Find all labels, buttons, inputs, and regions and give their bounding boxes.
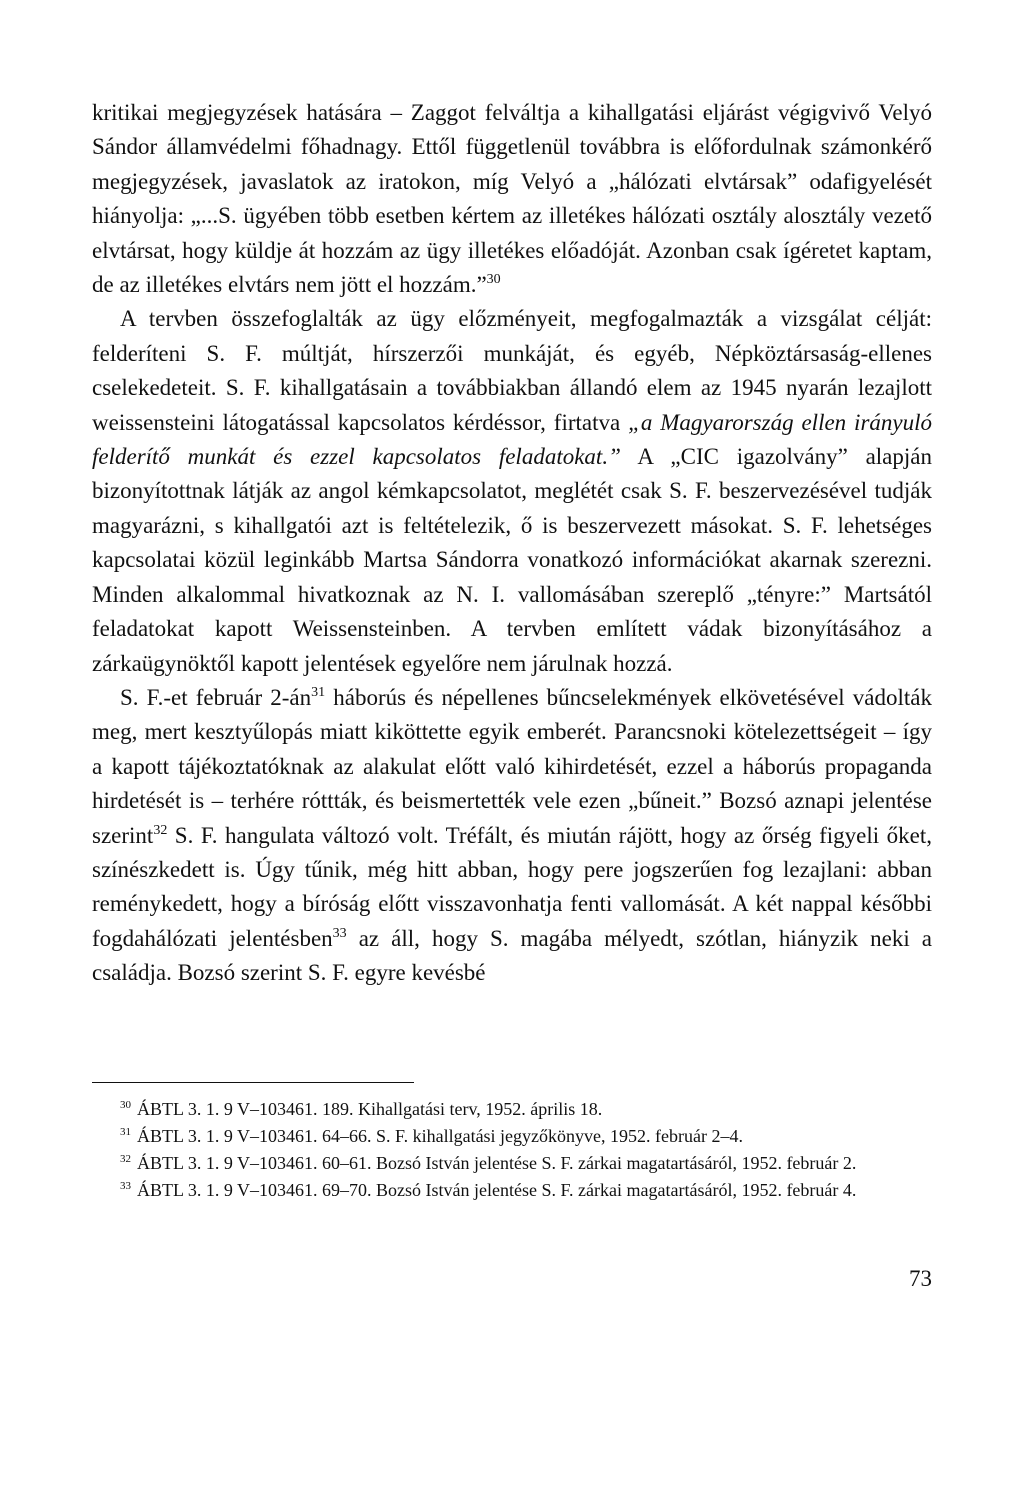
paragraph — [92, 96, 932, 302]
text-run: S. F.-et február 2-án — [120, 684, 312, 710]
text-run: kritikai megjegyzések hatására – Zaggot felváltja a kihallgatási eljárást végigvivő Velyó Sándor államvédelmi főhadnagy. Ettől függetlenül továbbra is előfordulnak számonkérő megjegyzések, javaslatok az iratokon, míg Velyó a „hálózati elvtársak” odafigyelését hiányolja: „...S. ügyében több esetben kértem az illetékes hálózati osztály alosztály vezető elvtársat, hogy küldje át hozzám az ügy illetékes előadóját. Azonban csak ígéretet kaptam, de az illetékes elvtárs nem jött el hozzám.” — [92, 100, 932, 298]
footnote-number: 33 — [120, 1180, 131, 1192]
text-run: S. F. hangulata változó volt. Tréfált, és miután rájött, hogy az őrség figyeli őket, színészkedett is. Úgy tűnik, még hitt abban, hogy pere jogszerűen fog lezajlani: abban reménykedett, hogy a bíróság előtt visszavonhatja fenti vallomását. A két nappal későbbi fogdahálózati jelentésben — [92, 822, 932, 951]
text-run: A tervben összefoglalták az ügy előzményeit, megfogalmazták a vizsgálat célját: felderíteni S. F. múltját, hírszerzői munkáját, és egyéb, Népköztársaság-ellenes cselekedeteit. S. F. kihallgatásain a továbbiakban állandó elem az 1945 nyarán lezajlott weissensteini látogatással kapcsolatos kérdéssor, firtatva — [92, 306, 932, 435]
footnote-number: 32 — [120, 1153, 131, 1165]
footnote-number: 31 — [120, 1126, 131, 1138]
footnote-text: ÁBTL 3. 1. 9 V–103461. 64–66. S. F. kihallgatási jegyzőkönyve, 1952. február 2–4. — [137, 1126, 743, 1146]
paragraph — [92, 302, 932, 680]
footnote — [92, 1096, 932, 1123]
italic-quote: „a Magyarország ellen irányuló felderítő munkát és ezzel kapcsolatos feladatokat.” — [92, 409, 932, 470]
text-run: háborús és népellenes bűncselekmények elkövetésével vádolták meg, mert kesztyűlopás miatt kiköttette egyik emberét. Parancsnoki kötelezettségeit – így a kapott tájékoztatóknak az alakulat előtt való kihirdetését, ezzel a háborús propaganda hirdetését is – terhére róttták, és beismertették vele ezen „bűneit.” Bozsó aznapi jelentése szerint — [92, 684, 932, 848]
body-text — [92, 96, 932, 991]
footnote-reference: 30 — [486, 272, 501, 288]
footnote-separator — [92, 1082, 414, 1083]
footnote — [92, 1123, 932, 1150]
text-run: az áll, hogy S. magába mélyedt, szótlan, hiányzik neki a családja. Bozsó szerint S. F. egyre kevésbé — [92, 925, 933, 986]
footnote-reference: 32 — [153, 822, 168, 838]
footnote-text: ÁBTL 3. 1. 9 V–103461. 69–70. Bozsó István jelentése S. F. zárkai magatartásáról, 1952. február 4. — [137, 1180, 857, 1200]
footnote-text: ÁBTL 3. 1. 9 V–103461. 60–61. Bozsó István jelentése S. F. zárkai magatartásáról, 1952. február 2. — [137, 1153, 857, 1173]
footnote-number: 30 — [120, 1099, 131, 1111]
footnote — [92, 1150, 932, 1177]
document-page — [92, 96, 932, 991]
paragraph — [92, 681, 932, 991]
page-number: 73 — [909, 1266, 932, 1291]
footnote-reference: 33 — [332, 925, 347, 941]
footnote-text: ÁBTL 3. 1. 9 V–103461. 189. Kihallgatási terv, 1952. április 18. — [137, 1099, 603, 1119]
footnote — [92, 1177, 932, 1204]
footnotes — [92, 1096, 932, 1204]
footnote-reference: 31 — [311, 684, 326, 700]
text-run: A „CIC igazolvány” alapján bizonyítottnak látják az angol kémkapcsolatot, meglétét csak S. F. beszervezésével tudják magyarázni, s kihallgatói azt is feltételezik, ő is beszervezett másokat. S. F. lehetséges kapcsolatai közül leginkább Martsa Sándorra vonatkozó információkat akarnak szerezni. Minden alkalommal hivatkoznak az N. I. vallomásában szereplő „tényre:” Martsától feladatokat kapott Weissensteinben. A tervben említett vádak bizonyításához a zárkaügynöktől kapott jelentések egyelőre nem járulnak hozzá. — [92, 444, 932, 676]
